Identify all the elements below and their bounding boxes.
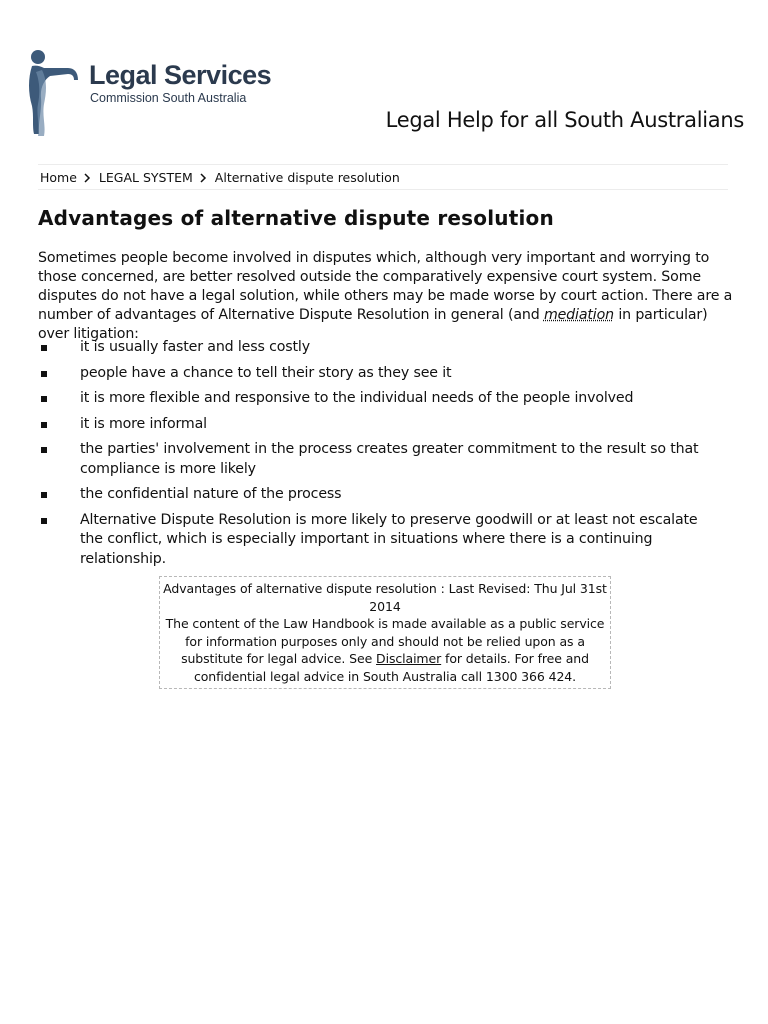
chevron-right-icon bbox=[81, 170, 93, 185]
last-revised-line: Advantages of alternative dispute resolution : Last Revised: Thu Jul 31st 2014 bbox=[163, 581, 607, 614]
bullet-icon bbox=[41, 345, 47, 351]
chevron-right-icon bbox=[197, 170, 209, 185]
list-item bbox=[38, 364, 718, 384]
logo-figure-icon bbox=[24, 48, 86, 138]
list-item bbox=[38, 338, 718, 358]
breadcrumb-legal-system[interactable]: LEGAL SYSTEM bbox=[98, 169, 193, 185]
legal-services-logo[interactable] bbox=[24, 48, 274, 138]
disclaimer-link[interactable]: Disclaimer bbox=[376, 651, 442, 666]
logo-subtitle: Commission South Australia bbox=[90, 91, 247, 105]
bullet-icon bbox=[41, 396, 47, 402]
bullet-icon bbox=[41, 422, 47, 428]
logo-title: Legal Services bbox=[89, 60, 272, 90]
intro-text-end: in particular) over litigation: bbox=[38, 307, 708, 342]
disclaimer-text-end: for details. For free and confidential legal advice in South Australia call 1300 366 424. bbox=[193, 651, 589, 684]
page-title: Advantages of alternative dispute resolution bbox=[38, 206, 554, 230]
list-item bbox=[38, 485, 718, 505]
intro-paragraph bbox=[38, 249, 738, 344]
disclaimer-text bbox=[162, 615, 608, 685]
list-item-text: people have a chance to tell their story as they see it bbox=[80, 364, 452, 381]
list-item bbox=[38, 511, 718, 570]
list-item bbox=[38, 440, 718, 479]
intro-text: Sometimes people become involved in disputes which, although very important and worrying to those concerned, are better resolved outside the comparatively expensive court system. Some disputes do not have a legal solution, while others may be made worse by court action. There are a number of advantages of Alternative Dispute Resolution in general (and bbox=[38, 250, 733, 323]
list-item bbox=[38, 415, 718, 435]
list-item-text: the parties' involvement in the process creates greater commitment to the result so that compliance is more likely bbox=[80, 441, 699, 477]
list-item-text: the confidential nature of the process bbox=[80, 486, 342, 502]
bullet-icon bbox=[41, 518, 47, 524]
disclaimer-text-start: The content of the Law Handbook is made available as a public service for information purposes only and should not be relied upon as a substitute for legal advice. See bbox=[165, 616, 605, 666]
breadcrumb-home[interactable]: Home bbox=[40, 169, 77, 185]
list-item-text: it is more informal bbox=[80, 415, 207, 432]
list-item bbox=[38, 389, 718, 409]
mediation-link[interactable]: mediation bbox=[543, 307, 614, 323]
revision-notice bbox=[159, 576, 611, 689]
list-item-text: it is usually faster and less costly bbox=[80, 339, 310, 355]
site-tagline: Legal Help for all South Australians bbox=[385, 108, 744, 132]
list-item-text: Alternative Dispute Resolution is more likely to preserve goodwill or at least not escalate the conflict, which is especially important in situations where there is a continuing relationship. bbox=[80, 511, 698, 567]
list-item-text: it is more flexible and responsive to the individual needs of the people involved bbox=[80, 390, 634, 406]
breadcrumb-current: Alternative dispute resolution bbox=[214, 169, 400, 185]
bullet-icon bbox=[41, 371, 47, 377]
bullet-icon bbox=[41, 447, 47, 453]
bullet-icon bbox=[41, 492, 47, 498]
breadcrumb bbox=[38, 164, 728, 190]
advantages-list bbox=[38, 338, 718, 575]
